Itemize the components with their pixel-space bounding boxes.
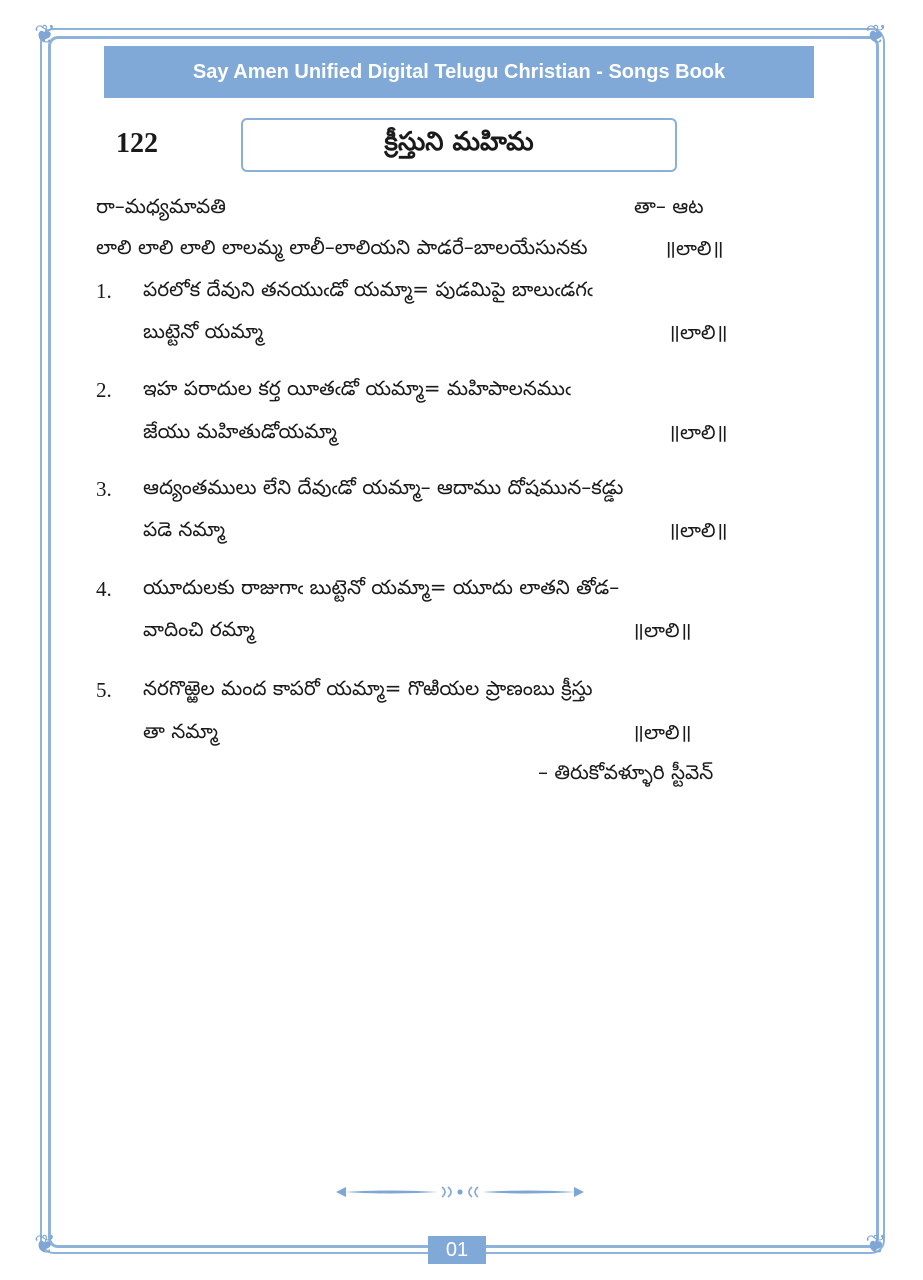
corner-ornament-icon: ❦ xyxy=(865,1230,887,1260)
song-title: క్రీస్తుని మహిమ xyxy=(241,118,677,172)
verse-line: తా నమ్మా xyxy=(143,719,218,743)
pallavi-line: లాలి లాలి లాలి లాలమ్మ లాలీ–లాలియని పాడరే–బాలయేసునకు xyxy=(96,235,588,259)
verse-number: 4. xyxy=(96,577,112,601)
raga-label: రా–మధ్యమావతి xyxy=(96,194,226,218)
verse-line: వాదించి రమ్మా xyxy=(143,617,255,641)
corner-ornament-icon: ❦ xyxy=(34,1230,56,1260)
verse-line: జేయు మహితుడోయమ్మా xyxy=(143,419,337,443)
refrain-label: ॥లాలి॥ xyxy=(668,420,728,444)
refrain-label: ॥లాలి॥ xyxy=(668,518,728,542)
corner-ornament-icon: ❦ xyxy=(34,20,56,50)
verse-line: యూదులకు రాజుగాఁ బుట్టెనో యమ్మా= యూదు లాతని తోడ– xyxy=(143,575,620,599)
verse-number: 5. xyxy=(96,678,112,702)
verse-line: ఆద్యంతములు లేని దేవుఁడో యమ్మా– ఆదాము దోషమున–కడ్డు xyxy=(143,475,624,499)
verse-line: బుట్టెనో యమ్మా xyxy=(143,319,264,343)
refrain-label: ॥లాలి॥ xyxy=(632,720,692,744)
tala-label: తా– ఆట xyxy=(634,194,704,218)
verse-line: నరగొఱ్ఱెల మంద కాపరో యమ్మా= గొఱియల ప్రాణంబు క్రీస్తు xyxy=(143,676,593,700)
corner-ornament-icon: ❦ xyxy=(865,20,887,50)
verse-number: 2. xyxy=(96,378,112,402)
refrain-label: ॥లాలి॥ xyxy=(664,236,724,260)
verse-line: పడె నమ్మా xyxy=(143,517,226,541)
page-number: 01 xyxy=(428,1236,486,1264)
song-author: – తిరుకోవళ్ళూరి స్టీవెన్ xyxy=(538,760,714,784)
refrain-label: ॥లాలి॥ xyxy=(632,618,692,642)
verse-number: 1. xyxy=(96,279,112,303)
book-header: Say Amen Unified Digital Telugu Christian - Songs Book xyxy=(104,46,814,98)
verse-line: ఇహ పరాదుల కర్త యీతఁడో యమ్మా= మహిపాలనముఁ xyxy=(143,376,571,400)
verse-line: పరలోక దేవుని తనయుఁడో యమ్మా= పుడమిపై బాలుఁడగఁ xyxy=(143,277,593,301)
ornamental-divider-icon xyxy=(336,1184,584,1200)
refrain-label: ॥లాలి॥ xyxy=(668,320,728,344)
song-number: 122 xyxy=(116,128,158,159)
verse-number: 3. xyxy=(96,477,112,501)
